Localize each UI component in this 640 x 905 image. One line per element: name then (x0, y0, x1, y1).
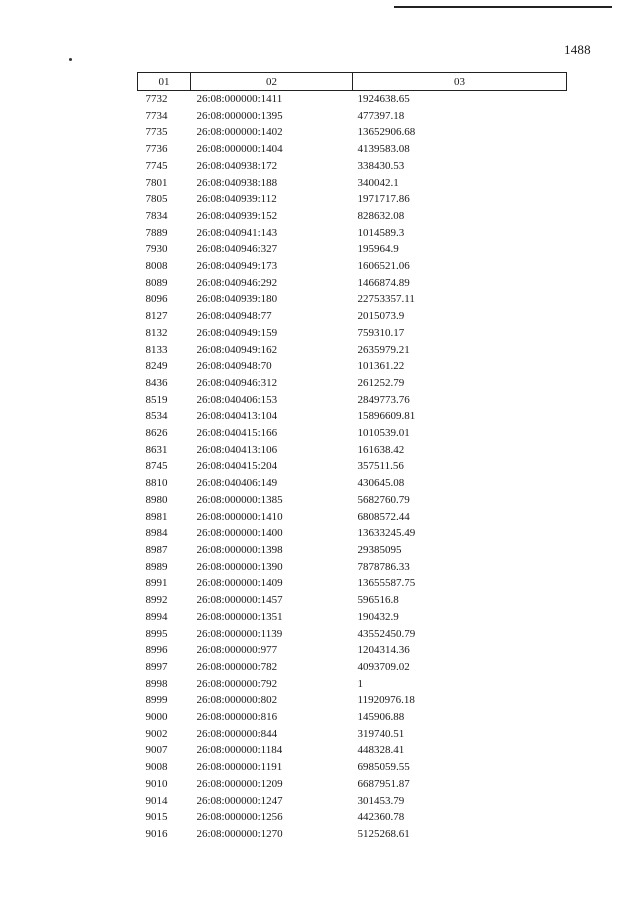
row-number-cell: 8810 (145, 477, 168, 490)
value-cell: 11920976.18 (357, 694, 415, 707)
cadastral-number-cell: 26:08:040946:292 (196, 276, 278, 289)
row-number-cell: 8994 (145, 610, 168, 623)
row-number-cell: 8992 (145, 594, 168, 607)
cadastral-number-cell: 26:08:040938:188 (196, 176, 278, 189)
value-cell: 7878786.33 (357, 560, 410, 573)
row-number-cell: 9010 (145, 777, 168, 790)
row-number-cell: 8745 (145, 460, 168, 473)
value-cell: 1466874.89 (357, 276, 410, 289)
value-cell: 1014589.3 (357, 226, 405, 239)
row-number-cell: 8626 (145, 427, 168, 440)
value-cell: 15896609.81 (357, 410, 416, 423)
table-row (138, 191, 567, 208)
row-number-cell: 7889 (145, 226, 168, 239)
value-cell: 338430.53 (357, 159, 405, 172)
cadastral-number-cell: 26:08:040406:153 (196, 393, 278, 406)
table-row (138, 275, 567, 292)
row-number-cell: 8999 (145, 694, 168, 707)
table-row (138, 709, 567, 726)
cadastral-number-cell: 26:08:000000:1409 (196, 577, 283, 590)
value-cell: 477397.18 (357, 109, 405, 122)
table-row (138, 442, 567, 459)
table-row (138, 525, 567, 542)
row-number-cell: 8096 (145, 293, 168, 306)
cadastral-number-cell: 26:08:000000:1404 (196, 143, 283, 156)
cadastral-number-cell: 26:08:040939:180 (196, 293, 278, 306)
value-cell: 1 (357, 677, 363, 690)
table-row (138, 509, 567, 526)
table-row (138, 175, 567, 192)
cadastral-number-cell: 26:08:000000:1402 (196, 126, 283, 139)
value-cell: 4093709.02 (357, 660, 410, 673)
value-cell: 145906.88 (357, 711, 405, 724)
cadastral-number-cell: 26:08:040415:166 (196, 427, 278, 440)
row-number-cell: 8534 (145, 410, 168, 423)
column-header-02: 02 (191, 73, 353, 91)
cadastral-number-cell: 26:08:000000:1411 (196, 93, 283, 105)
row-number-cell: 7834 (145, 209, 168, 222)
cadastral-number-cell: 26:08:040939:152 (196, 209, 278, 222)
table-row (138, 124, 567, 141)
table-row (138, 291, 567, 308)
table-row (138, 626, 567, 643)
table-row (138, 659, 567, 676)
table-row (138, 826, 567, 843)
cadastral-number-cell: 26:08:000000:1351 (196, 610, 283, 623)
value-cell: 6808572.44 (357, 510, 410, 523)
cadastral-number-cell: 26:08:000000:1398 (196, 543, 283, 556)
value-cell: 4139583.08 (357, 143, 410, 156)
top-rule (394, 6, 612, 8)
row-number-cell: 9002 (145, 727, 168, 740)
row-number-cell: 7735 (145, 126, 168, 139)
cadastral-number-cell: 26:08:000000:1191 (196, 761, 283, 774)
value-cell: 22753357.11 (357, 293, 415, 306)
table-row (138, 258, 567, 275)
row-number-cell: 8984 (145, 527, 168, 540)
table-row (138, 342, 567, 359)
cadastral-number-cell: 26:08:000000:1400 (196, 527, 283, 540)
value-cell: 2635979.21 (357, 343, 410, 356)
value-cell: 101361.22 (357, 360, 405, 373)
row-number-cell: 9000 (145, 711, 168, 724)
cadastral-number-cell: 26:08:000000:782 (196, 660, 278, 673)
table-row (138, 158, 567, 175)
cadastral-number-cell: 26:08:000000:1385 (196, 493, 283, 506)
value-cell: 448328.41 (357, 744, 405, 757)
cadastral-number-cell: 26:08:000000:977 (196, 644, 278, 657)
table-row (138, 108, 567, 125)
value-cell: 319740.51 (357, 727, 405, 740)
value-cell: 596516.8 (357, 594, 399, 607)
table-row (138, 726, 567, 743)
column-header-01: 01 (138, 73, 191, 91)
table-row (138, 425, 567, 442)
value-cell: 1010539.01 (357, 427, 410, 440)
table-row (138, 241, 567, 258)
cadastral-number-cell: 26:08:040946:312 (196, 376, 278, 389)
value-cell: 43552450.79 (357, 627, 416, 640)
value-cell: 340042.1 (357, 176, 399, 189)
row-number-cell: 8991 (145, 577, 168, 590)
table-row (138, 793, 567, 810)
row-number-cell: 9008 (145, 761, 168, 774)
row-number-cell: 7736 (145, 143, 168, 156)
cadastral-number-cell: 26:08:040406:149 (196, 477, 278, 490)
table-row (138, 676, 567, 693)
cadastral-number-cell: 26:08:000000:1270 (196, 827, 283, 840)
row-number-cell: 8997 (145, 660, 168, 673)
cadastral-number-cell: 26:08:000000:816 (196, 711, 278, 724)
row-number-cell: 8987 (145, 543, 168, 556)
table-row (138, 592, 567, 609)
table-row (138, 809, 567, 826)
row-number-cell: 8981 (145, 510, 168, 523)
cadastral-number-cell: 26:08:000000:1395 (196, 109, 283, 122)
row-number-cell: 8133 (145, 343, 168, 356)
cadastral-number-cell: 26:08:000000:802 (196, 694, 278, 707)
row-number-cell: 8089 (145, 276, 168, 289)
value-cell: 161638.42 (357, 443, 405, 456)
value-cell: 261252.79 (357, 376, 405, 389)
data-table (137, 72, 567, 843)
cadastral-number-cell: 26:08:000000:1184 (196, 744, 283, 757)
cadastral-number-cell: 26:08:040413:106 (196, 443, 278, 456)
cadastral-number-cell: 26:08:000000:1209 (196, 777, 283, 790)
row-number-cell: 8998 (145, 677, 168, 690)
row-number-cell: 8989 (145, 560, 168, 573)
row-number-cell: 8995 (145, 627, 168, 640)
table-row (138, 776, 567, 793)
row-number-cell: 7732 (145, 93, 168, 105)
cadastral-number-cell: 26:08:000000:1139 (196, 627, 283, 640)
value-cell: 442360.78 (357, 811, 405, 824)
table-header-row (138, 73, 567, 91)
value-cell: 759310.17 (357, 326, 405, 339)
row-number-cell: 8631 (145, 443, 168, 456)
cadastral-number-cell: 26:08:040949:173 (196, 260, 278, 273)
cadastral-number-cell: 26:08:000000:1247 (196, 794, 283, 807)
value-cell: 6687951.87 (357, 777, 410, 790)
value-cell: 13652906.68 (357, 126, 416, 139)
cadastral-number-cell: 26:08:000000:1410 (196, 510, 283, 523)
cadastral-number-cell: 26:08:040938:172 (196, 159, 278, 172)
cadastral-number-cell: 26:08:040939:112 (196, 193, 277, 206)
value-cell: 5682760.79 (357, 493, 410, 506)
value-cell: 301453.79 (357, 794, 405, 807)
table-row (138, 575, 567, 592)
value-cell: 357511.56 (357, 460, 404, 473)
table-row (138, 208, 567, 225)
row-number-cell: 7805 (145, 193, 168, 206)
table-row (138, 408, 567, 425)
cadastral-number-cell: 26:08:000000:1390 (196, 560, 283, 573)
table-row (138, 559, 567, 576)
row-number-cell: 9016 (145, 827, 168, 840)
value-cell: 195964.9 (357, 243, 399, 256)
table-row (138, 458, 567, 475)
table-row (138, 308, 567, 325)
value-cell: 2849773.76 (357, 393, 410, 406)
cadastral-number-cell: 26:08:040413:104 (196, 410, 278, 423)
value-cell: 13655587.75 (357, 577, 416, 590)
table-row (138, 475, 567, 492)
table-row (138, 91, 567, 108)
row-number-cell: 7734 (145, 109, 168, 122)
value-cell: 6985059.55 (357, 761, 410, 774)
table-row (138, 375, 567, 392)
page-number: 1488 (564, 42, 591, 57)
cadastral-number-cell: 26:08:040948:77 (196, 310, 272, 323)
table-row (138, 692, 567, 709)
cadastral-number-cell: 26:08:000000:792 (196, 677, 278, 690)
table-row (138, 392, 567, 409)
row-number-cell: 8436 (145, 376, 168, 389)
value-cell: 1971717.86 (357, 193, 410, 206)
table-row (138, 759, 567, 776)
cadastral-number-cell: 26:08:040948:70 (196, 360, 272, 373)
cadastral-number-cell: 26:08:040949:162 (196, 343, 278, 356)
table-row (138, 492, 567, 509)
table-row (138, 358, 567, 375)
cadastral-number-cell: 26:08:040949:159 (196, 326, 278, 339)
column-header-03: 03 (353, 73, 567, 91)
row-number-cell: 8008 (145, 260, 168, 273)
table-row (138, 742, 567, 759)
row-number-cell: 9007 (145, 744, 168, 757)
table-row (138, 325, 567, 342)
row-number-cell: 7801 (145, 176, 168, 189)
cadastral-number-cell: 26:08:040941:143 (196, 226, 278, 239)
row-number-cell: 9014 (145, 794, 168, 807)
value-cell: 1204314.36 (357, 644, 410, 657)
row-number-cell: 7745 (145, 159, 168, 172)
row-number-cell: 8249 (145, 360, 168, 373)
row-number-cell: 9015 (145, 811, 168, 824)
row-number-cell: 8519 (145, 393, 168, 406)
row-number-cell: 7930 (145, 243, 168, 256)
cadastral-number-cell: 26:08:040415:204 (196, 460, 278, 473)
value-cell: 29385095 (357, 543, 402, 556)
scan-speck (69, 58, 72, 61)
value-cell: 5125268.61 (357, 827, 410, 840)
table-row (138, 225, 567, 242)
value-cell: 1924638.65 (357, 93, 410, 105)
cadastral-number-cell: 26:08:000000:1256 (196, 811, 283, 824)
table-row (138, 609, 567, 626)
row-number-cell: 8132 (145, 326, 168, 339)
value-cell: 13633245.49 (357, 527, 416, 540)
value-cell: 430645.08 (357, 477, 405, 490)
row-number-cell: 8980 (145, 493, 168, 506)
row-number-cell: 8127 (145, 310, 168, 323)
value-cell: 828632.08 (357, 209, 405, 222)
table-body (138, 91, 567, 843)
value-cell: 190432.9 (357, 610, 399, 623)
cadastral-number-cell: 26:08:000000:1457 (196, 594, 283, 607)
cadastral-number-cell: 26:08:000000:844 (196, 727, 278, 740)
table-row (138, 642, 567, 659)
value-cell: 1606521.06 (357, 260, 410, 273)
row-number-cell: 8996 (145, 644, 168, 657)
table-row (138, 542, 567, 559)
table-row (138, 141, 567, 158)
value-cell: 2015073.9 (357, 310, 405, 323)
cadastral-number-cell: 26:08:040946:327 (196, 243, 278, 256)
